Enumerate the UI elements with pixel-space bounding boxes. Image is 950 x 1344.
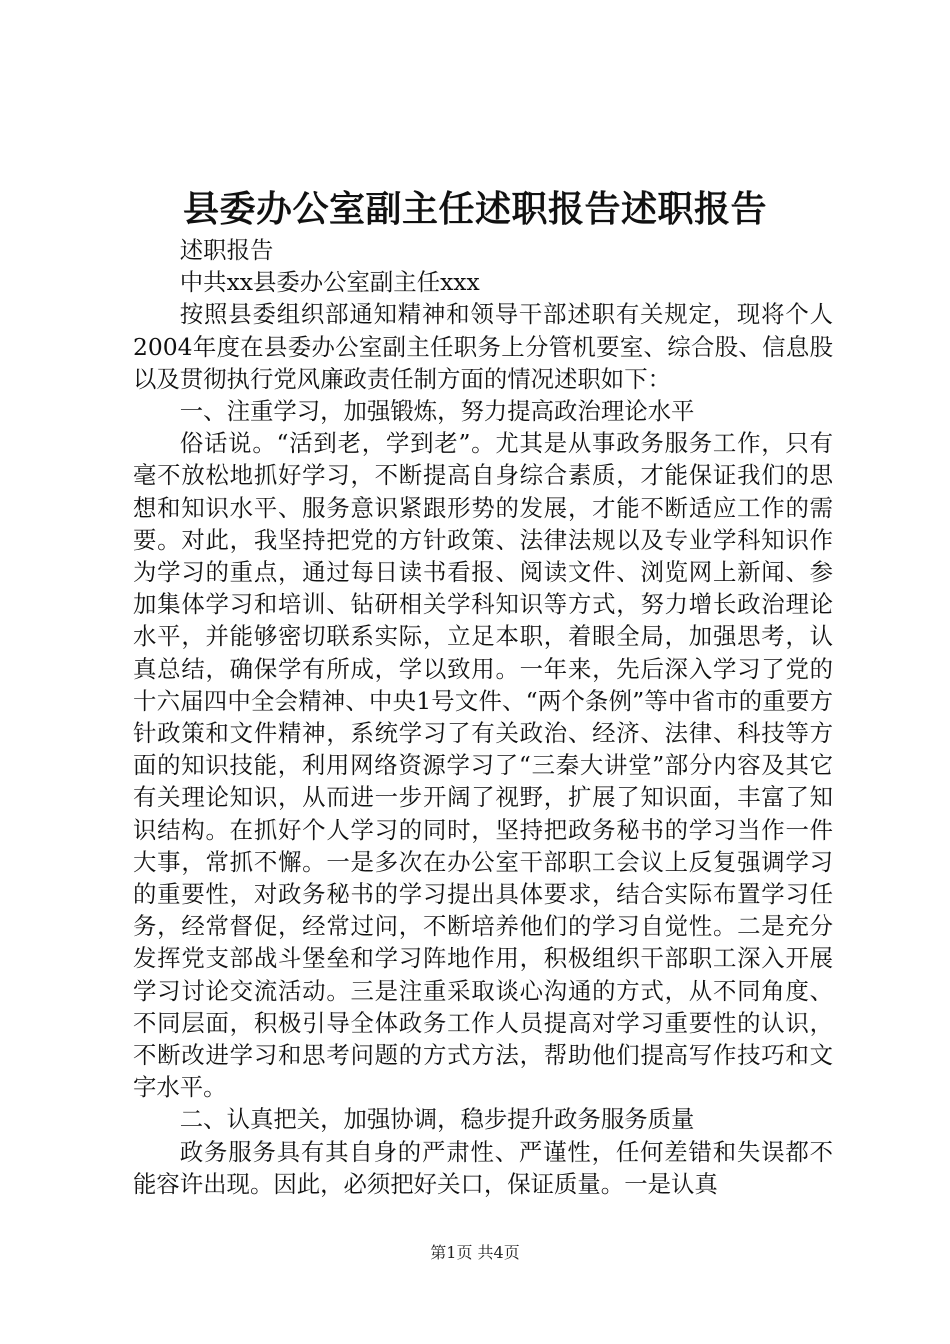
paragraph-intro: 按照县委组织部通知精神和领导干部述职有关规定，现将个人2004年度在县委办公室副主任职务上分管机要室、综合股、信息股以及贯彻执行党风廉政责任制方面的情况述职如下： bbox=[133, 300, 833, 393]
page-footer: 第1页 共4页 bbox=[430, 1243, 520, 1262]
paragraph-section-2: 政务服务具有其自身的严肃性、严谨性，任何差错和失误都不能容许出现。因此，必须把好关口，保证质量。一是认真 bbox=[133, 1137, 833, 1198]
section-heading-2: 二、认真把关，加强协调，稳步提升政务服务质量 bbox=[179, 1105, 695, 1134]
section-heading-1: 一、注重学习，加强锻炼，努力提高政治理论水平 bbox=[179, 397, 695, 426]
document-title: 县委办公室副主任述职报告述职报告 bbox=[182, 188, 767, 230]
paragraph-heading-label: 述职报告 bbox=[179, 236, 274, 264]
paragraph-author-line: 中共xx县委办公室副主任xxx bbox=[179, 268, 480, 297]
paragraph-section-1: 俗话说。“活到老，学到老”。尤其是从事政务服务工作，只有毫不放松地抓好学习，不断提高自身综合素质，才能保证我们的思想和知识水平、服务意识紧跟形势的发展，才能不断适应工作的需要。对此，我坚持把党的方针政策、法律法规以及专业学科知识作为学习的重点，通过每日读书看报、阅读文件、浏览网上新闻、参加集体学习和培训、钻研相关学科知识等方式，努力增长政治理论水平，并能够密切联系实际，立足本职，着眼全局，加强思考，认真总结，确保学有所成，学以致用。一年来，先后深入学习了党的十六届四中全会精神、中央1号文件、“两个条例”等中省市的重要方针政策和文件精神，系统学习了有关政治、经济、法律、科技等方面的知识技能，利用网络资源学习了“三秦大讲堂”部分内容及其它有关理论知识，从而进一步开阔了视野，扩展了知识面，丰富了知识结构。在抓好个人学习的同时，坚持把政务秘书的学习当作一件大事，常抓不懈。一是多次在办公室干部职工会议上反复强调学习的重要性，对政务秘书的学习提出具体要求，结合实际布置学习任务，经常督促，经常过问，不断培养他们的学习自觉性。二是充分发挥党支部战斗堡垒和学习阵地作用，积极组织干部职工深入开展学习讨论交流活动。三是注重采取谈心沟通的方式，从不同角度、不同层面，积极引导全体政务工作人员提高对学习重要性的认识，不断改进学习和思考问题的方式方法，帮助他们提高写作技巧和文字水平。 bbox=[133, 429, 833, 1102]
document-body bbox=[133, 234, 833, 1200]
